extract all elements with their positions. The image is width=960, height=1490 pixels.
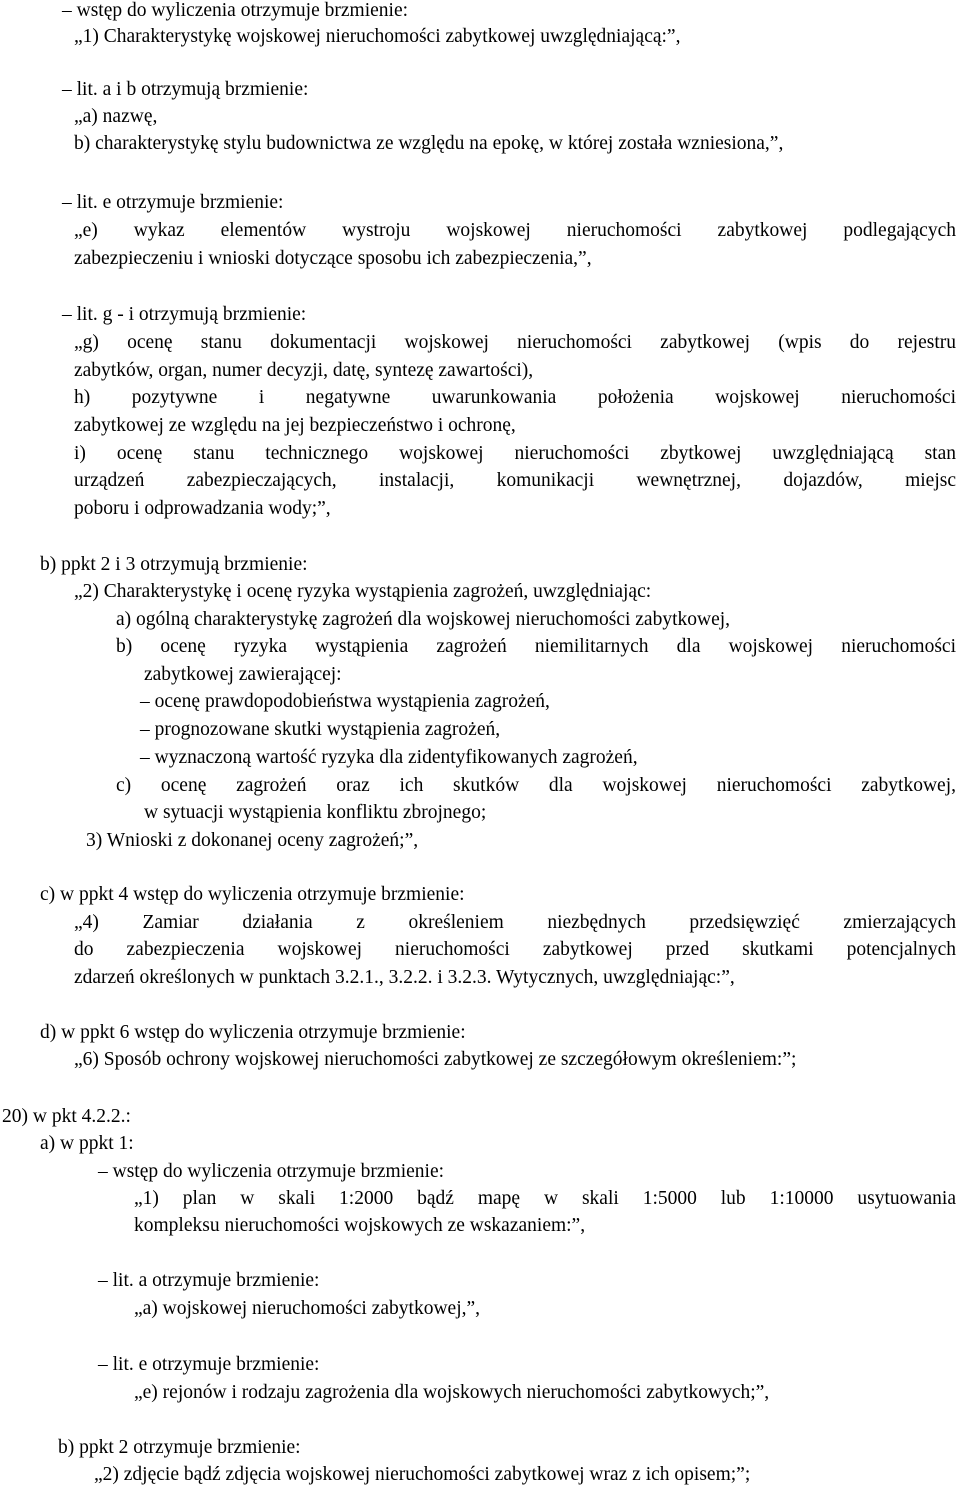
text-line: 20) w pkt 4.2.2.: — [2, 1106, 131, 1127]
text-line: c) ocenę zagrożeń oraz ich skutków dla wojskowej nieruchomości zabytkowej, — [116, 775, 956, 796]
text-line: i) ocenę stanu technicznego wojskowej nieruchomości zbytkowej uwzględniającą stan — [74, 443, 956, 464]
text-line: „e) wykaz elementów wystroju wojskowej nieruchomości zabytkowej podlegających — [74, 220, 956, 241]
text-line: – wyznaczoną wartość ryzyka dla zidentyfikowanych zagrożeń, — [140, 747, 638, 768]
text-line: – prognozowane skutki wystąpienia zagrożeń, — [140, 719, 501, 740]
text-line: zabytków, organ, numer decyzji, datę, syntezę zawartości), — [74, 360, 534, 381]
text-line: c) w ppkt 4 wstęp do wyliczenia otrzymuje brzmienie: — [40, 884, 465, 905]
text-line: w sytuacji wystąpienia konfliktu zbrojnego; — [144, 802, 487, 823]
text-line: – lit. a otrzymuje brzmienie: — [98, 1270, 320, 1291]
text-line: – wstęp do wyliczenia otrzymuje brzmienie: — [62, 0, 409, 21]
text-line: „g) ocenę stanu dokumentacji wojskowej nieruchomości zabytkowej (wpis do rejestru — [74, 332, 956, 353]
text-line: a) ogólną charakterystykę zagrożeń dla wojskowej nieruchomości zabytkowej, — [116, 609, 731, 630]
text-line: zabezpieczeniu i wnioski dotyczące sposobu ich zabezpieczenia,”, — [74, 248, 592, 269]
text-line: „4) Zamiar działania z określeniem niezbędnych przedsięwzięć zmierzających — [74, 912, 956, 933]
text-line: „e) rejonów i rodzaju zagrożenia dla wojskowych nieruchomości zabytkowych;”, — [134, 1382, 770, 1403]
text-line: zabytkowej zawierającej: — [144, 664, 342, 685]
text-line: – lit. g - i otrzymują brzmienie: — [62, 304, 307, 325]
text-line: „2) Charakterystykę i ocenę ryzyka wystąpienia zagrożeń, uwzględniając: — [74, 581, 652, 602]
text-line: „a) wojskowej nieruchomości zabytkowej,”, — [134, 1298, 481, 1319]
text-line: – lit. e otrzymuje brzmienie: — [62, 192, 284, 213]
text-line: kompleksu nieruchomości wojskowych ze wskazaniem:”, — [134, 1215, 586, 1236]
text-line: – wstęp do wyliczenia otrzymuje brzmienie: — [98, 1161, 445, 1182]
text-line: zabytkowej ze względu na jej bezpieczeństwo i ochronę, — [74, 415, 516, 436]
text-line: 3) Wnioski z dokonanej oceny zagrożeń;”, — [86, 830, 419, 851]
text-line: „1) plan w skali 1:2000 bądź mapę w skali 1:5000 lub 1:10000 usytuowania — [134, 1188, 956, 1209]
text-line: do zabezpieczenia wojskowej nieruchomości zabytkowej przed skutkami potencjalnych — [74, 939, 956, 960]
text-line: „1) Charakterystykę wojskowej nieruchomości zabytkowej uwzględniającą:”, — [74, 26, 681, 47]
text-line: d) w ppkt 6 wstęp do wyliczenia otrzymuje brzmienie: — [40, 1022, 466, 1043]
text-line: a) w ppkt 1: — [40, 1133, 134, 1154]
text-line: h) pozytywne i negatywne uwarunkowania położenia wojskowej nieruchomości — [74, 387, 956, 408]
text-line: – lit. e otrzymuje brzmienie: — [98, 1354, 320, 1375]
text-line: „2) zdjęcie bądź zdjęcia wojskowej nieruchomości zabytkowej wraz z ich opisem;”; — [94, 1464, 751, 1485]
text-line: – lit. a i b otrzymują brzmienie: — [62, 79, 309, 100]
text-line: – ocenę prawdopodobieństwa wystąpienia zagrożeń, — [140, 691, 550, 712]
text-line: „a) nazwę, — [74, 106, 158, 127]
text-line: poboru i odprowadzania wody;”, — [74, 498, 331, 519]
text-line: zdarzeń określonych w punktach 3.2.1., 3.2.2. i 3.2.3. Wytycznych, uwzględniając:”, — [74, 967, 735, 988]
text-line: „6) Sposób ochrony wojskowej nieruchomości zabytkowej ze szczegółowym określeniem:”; — [74, 1049, 797, 1070]
text-line: b) ppkt 2 i 3 otrzymują brzmienie: — [40, 554, 308, 575]
text-line: b) charakterystykę stylu budownictwa ze względu na epokę, w której została wzniesiona,”, — [74, 133, 784, 154]
text-line: b) ocenę ryzyka wystąpienia zagrożeń niemilitarnych dla wojskowej nieruchomości — [116, 636, 956, 657]
text-line: b) ppkt 2 otrzymuje brzmienie: — [58, 1437, 301, 1458]
text-line: urządzeń zabezpieczających, instalacji, komunikacji wewnętrznej, dojazdów, miejsc — [74, 470, 956, 491]
